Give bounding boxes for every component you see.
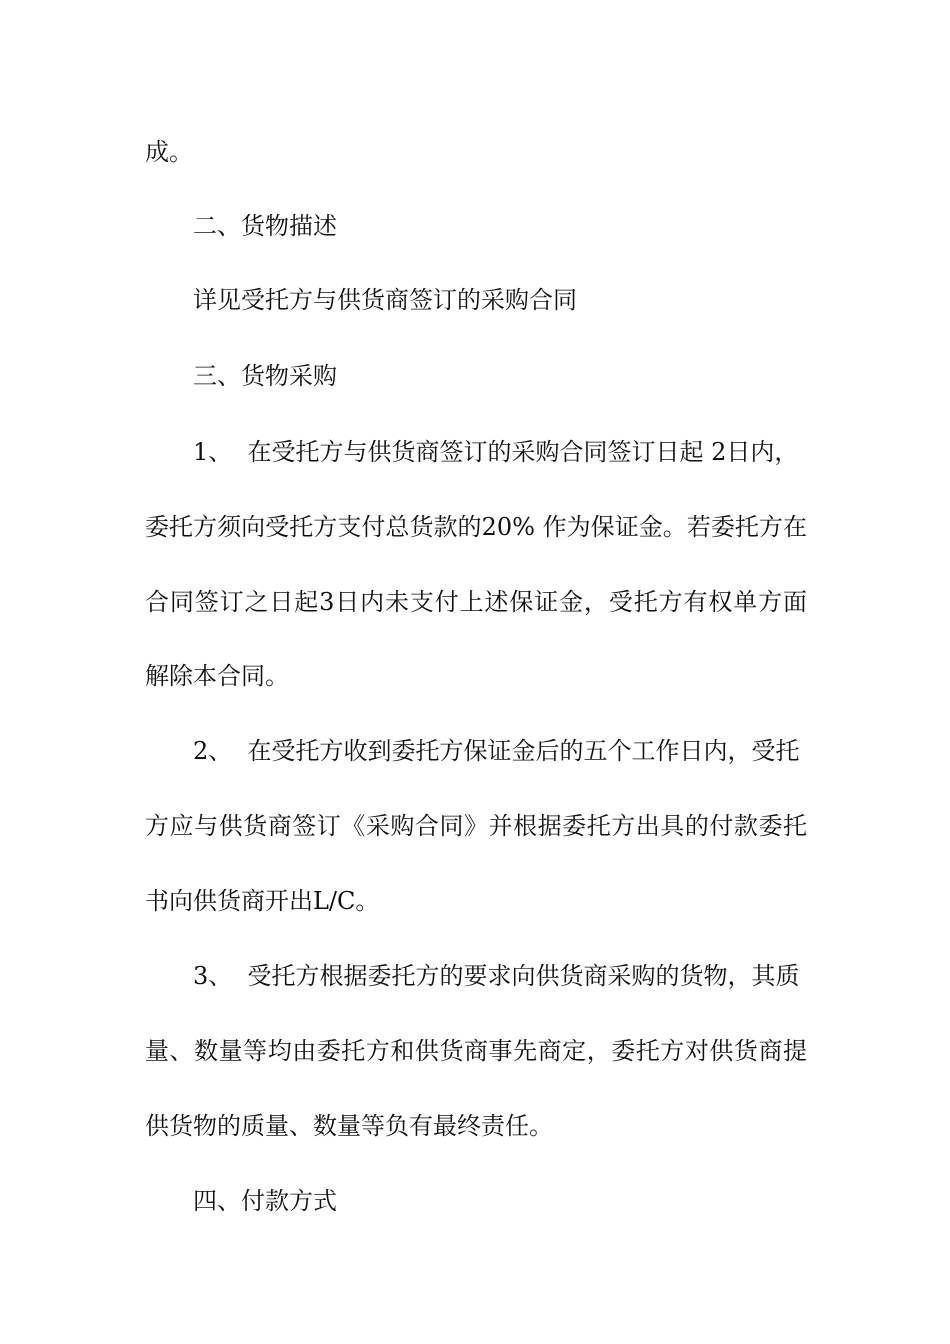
clause-3-line-2: 量、数量等均由委托方和供货商事先商定，委托方对供货商提: [145, 1037, 807, 1065]
clause-1-line-2: 委托方须向受托方支付总货款的20% 作为保证金。若委托方在: [145, 513, 807, 541]
section-heading-goods-description: 二、货物描述: [193, 212, 337, 240]
paragraph-continuation: 成。: [145, 138, 193, 166]
clause-2-line-1: 2、 在受托方收到委托方保证金后的五个工作日内，受托: [193, 737, 800, 765]
section-heading-payment-method: 四、付款方式: [193, 1187, 337, 1215]
section-heading-goods-purchase: 三、货物采购: [193, 362, 337, 390]
clause-3-line-3: 供货物的质量、数量等负有最终责任。: [145, 1112, 553, 1140]
clause-1-line-3: 合同签订之日起3日内未支付上述保证金，受托方有权单方面: [145, 588, 807, 616]
clause-3-line-1: 3、 受托方根据委托方的要求向供货商采购的货物，其质: [193, 962, 800, 990]
clause-1-line-4: 解除本合同。: [145, 662, 289, 690]
clause-1-line-1: 1、 在受托方与供货商签订的采购合同签订日起 2日内，: [193, 438, 799, 466]
clause-2-line-2: 方应与供货商签订《采购合同》并根据委托方出具的付款委托: [145, 812, 807, 840]
paragraph-goods-description: 详见受托方与供货商签订的采购合同: [193, 286, 577, 314]
clause-2-line-3: 书向供货商开出L/C。: [145, 887, 380, 915]
